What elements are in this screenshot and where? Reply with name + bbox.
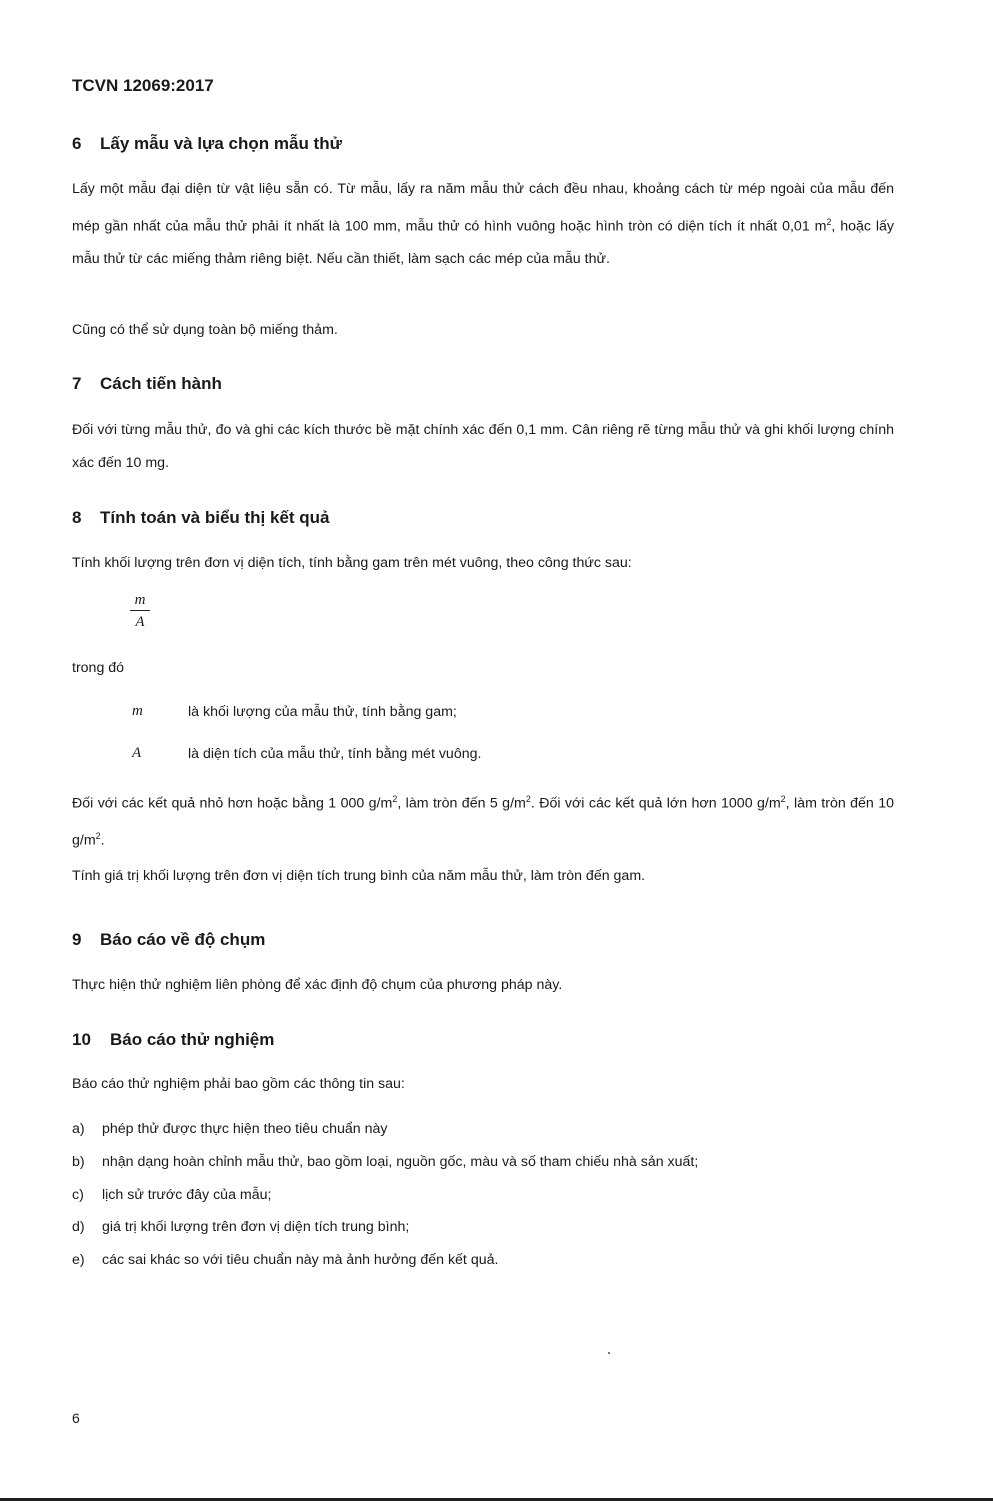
list-text: lịch sử trước đây của mẫu; (102, 1187, 272, 1203)
section-title: Cách tiến hành (100, 374, 222, 393)
list-marker: d) (72, 1219, 85, 1235)
section-8-paragraph-1: Tính khối lượng trên đơn vị diện tích, tính bằng gam trên mét vuông, theo công thức sau: (72, 555, 632, 571)
page-bottom-edge (0, 1498, 993, 1501)
list-text: giá trị khối lượng trên đơn vị diện tích trung bình; (102, 1219, 410, 1235)
list-item (72, 1121, 387, 1137)
where-label: trong đó (72, 660, 125, 676)
section-7-paragraph: Đối với từng mẫu thử, đo và ghi các kích thước bề mặt chính xác đến 0,1 mm. Cân riêng rẽ từng mẫu thử và ghi khối lượng chính xác đến 10 mg. (72, 422, 894, 471)
scan-speck (608, 1352, 610, 1354)
section-number: 9 (72, 930, 82, 949)
section-7-heading (72, 374, 222, 394)
page-number: 6 (72, 1410, 80, 1426)
section-8-paragraph-2: Đối với các kết quả nhỏ hơn hoặc bằng 1 000 $g/m^2$, làm tròn đến 5 $g/m^2$. Đối với các kết quả lớn hơn 1000 $g/m^2$, làm tròn đến 10 $g/m^2$. (72, 794, 895, 849)
formula-numerator: m (134, 592, 146, 608)
section-number: 10 (72, 1030, 91, 1049)
list-item (72, 1154, 698, 1170)
standard-code: TCVN 12069:2017 (72, 76, 214, 95)
section-title: Báo cáo thử nghiệm (110, 1030, 275, 1049)
section-title: Báo cáo về độ chụm (100, 930, 266, 949)
list-marker: b) (72, 1154, 85, 1170)
section-10-paragraph: Báo cáo thử nghiệm phải bao gồm các thông tin sau: (72, 1076, 405, 1092)
section-10-heading (72, 1030, 274, 1050)
variable-m-definition: là khối lượng của mẫu thử, tính bằng gam; (188, 704, 457, 720)
list-marker: a) (72, 1121, 85, 1137)
section-6-heading (72, 134, 342, 154)
formula-fraction (130, 592, 150, 631)
section-6-paragraph-2: Cũng có thể sử dụng toàn bộ miếng thảm. (72, 322, 338, 338)
variable-a: A (132, 745, 142, 761)
list-item (72, 1252, 498, 1268)
variable-a-definition: là diện tích của mẫu thử, tính bằng mét vuông. (188, 746, 482, 762)
section-6-paragraph-1: Lấy một mẫu đại diện từ vật liệu sẵn có. Từ mẫu, lấy ra năm mẫu thử cách đều nhau, khoảng cách từ mép ngoài của mẫu đến mép gần nhất của mẫu thử phải ít nhất là 100 mm, mẫu thử có hình vuông hoặc hình tròn có diện tích ít nhất 0,01 $m^2$, hoặc lấy mẫu thử từ các miếng thảm riêng biệt. Nếu cần thiết, làm sạch các mép của mẫu thử. (72, 181, 894, 267)
list-marker: e) (72, 1252, 85, 1268)
formula-denominator: A (135, 614, 145, 630)
section-8-heading (72, 508, 330, 528)
list-text: nhận dạng hoàn chỉnh mẫu thử, bao gồm loại, nguồn gốc, màu và số tham chiếu nhà sản xuất; (102, 1154, 699, 1170)
section-title: Lấy mẫu và lựa chọn mẫu thử (100, 134, 342, 153)
list-item (72, 1187, 271, 1203)
section-9-paragraph: Thực hiện thử nghiệm liên phòng để xác định độ chụm của phương pháp này. (72, 977, 563, 993)
section-title: Tính toán và biểu thị kết quả (100, 508, 330, 527)
list-marker: c) (72, 1187, 84, 1203)
list-item (72, 1219, 409, 1235)
variable-m: m (132, 703, 143, 719)
section-number: 6 (72, 134, 82, 153)
fraction-bar (130, 610, 150, 611)
section-number: 7 (72, 374, 82, 393)
list-text: các sai khác so với tiêu chuẩn này mà ảnh hưởng đến kết quả. (102, 1252, 499, 1268)
section-number: 8 (72, 508, 82, 527)
list-text: phép thử được thực hiện theo tiêu chuẩn này (102, 1121, 388, 1137)
section-8-paragraph-3: Tính giá trị khối lượng trên đơn vị diện tích trung bình của năm mẫu thử, làm tròn đến gam. (72, 868, 646, 884)
section-9-heading (72, 930, 265, 950)
